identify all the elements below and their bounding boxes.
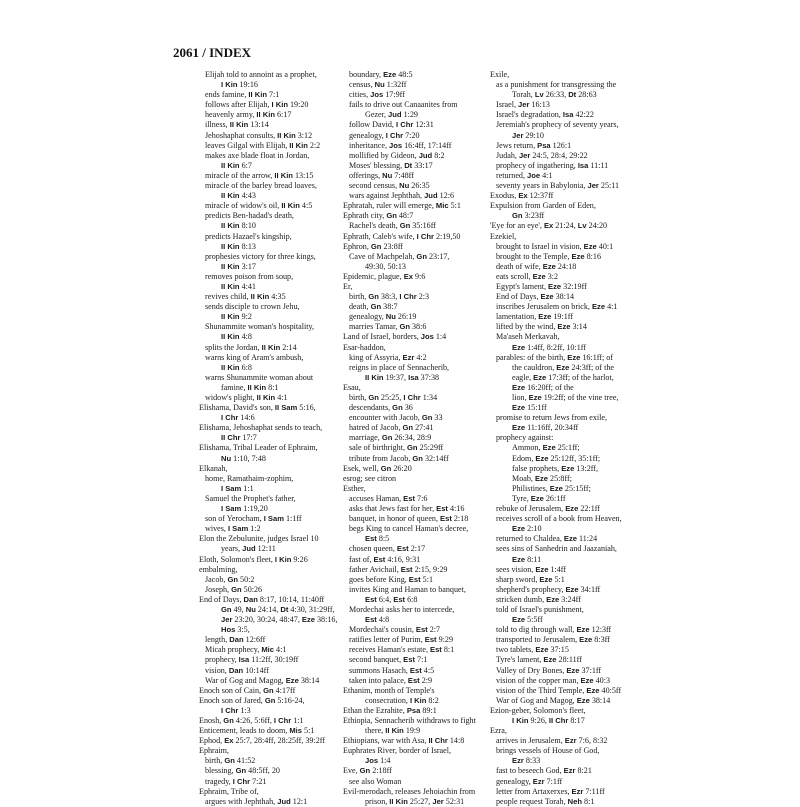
index-continuation-line: II Kin 8:10 [221,221,256,231]
index-subentry: returned to Chaldea, Eze 11:24 [496,534,598,544]
index-continuation-line: eagle, Eze 17:3ff; of the harlot, [512,372,614,382]
index-subentry: warns king of Aram's ambush, [205,352,304,362]
index-main-entry: Esek, well, Gn 26:20 [343,463,412,473]
index-subentry: argues with Jephthah, Jud 12:1 [205,796,308,806]
index-continuation-line: Moab, Eze 25:8ff; [512,473,572,483]
index-main-entry: Ethiopia, Sennacherib withdraws to fight [343,716,476,725]
index-main-entry: Ethan the Ezrahite, Psa 89:1 [343,705,437,715]
index-subentry: banquet, in honor of queen, Est 2:18 [349,514,469,524]
index-subentry: genealogy, Nu 26:19 [349,312,417,322]
index-subentry: summons Hasach, Est 4:5 [349,665,435,675]
index-continuation-line: lion, Eze 19:2ff; of the vine tree, [512,393,619,402]
index-subentry: Joseph, Gn 50:26 [205,584,263,594]
index-subentry: sees vision, Eze 1:4ff [496,564,567,574]
index-subentry: warns Shunammite woman about [205,372,314,382]
index-continuation-line: Eze 5:5ff [512,615,543,625]
index-subentry: told of Israel's punishment, [496,604,584,614]
index-continuation-line: Gezer, Jud 1:29 [365,110,418,120]
index-subentry: prophesies victory for three kings, [205,251,316,261]
index-continuation-line: Eze 15:1ff [512,403,547,413]
index-subentry: mollified by Gideon, Jud 8:2 [349,150,445,160]
index-subentry: lifted by the wind, Eze 3:14 [496,322,587,332]
index-subentry: marriage, Gn 26:34, 28:9 [349,433,432,443]
index-subentry: brings vessels of House of God, [496,746,600,756]
index-main-entry: Ephrath city, Gn 48:7 [343,211,414,221]
index-subentry: promise to return Jews from exile, [496,413,608,423]
index-subentry: as a punishment for transgressing the [496,80,617,90]
index-subentry: Elijah told to annoint as a prophet, [205,70,317,79]
index-continuation-line: consecration, I Kin 8:2 [365,695,439,705]
index-subentry: encounter with Jacob, Gn 33 [349,413,443,423]
index-main-entry: Enoch son of Jared, Gn 5:16-24, [199,695,305,705]
index-subentry: tribute from Jacob, Gn 32:14ff [349,453,449,463]
index-subentry: Jehoshaphat consults, II Kin 3:12 [205,130,313,140]
index-subentry: Tyre's lament, Eze 28:11ff [496,655,582,665]
index-main-entry: Enoch son of Cain, Gn 4:17ff [199,685,296,695]
index-main-entry: Esther, [343,483,366,493]
index-subentry: sends disciple to crown Jehu, [205,302,300,312]
index-main-entry: Elishama, David's son, II Sam 5:16, [199,403,316,413]
index-subentry: begs King to cancel Haman's decree, [349,524,469,534]
index-continuation-line: II Kin 6:7 [221,160,252,170]
index-continuation-line: II Kin 19:37, Isa 37:38 [365,372,440,382]
index-continuation-line: years, Jud 12:11 [221,544,276,554]
index-main-entry: Elishama, Tribal Leader of Ephraim, [199,443,318,453]
index-subentry: census, Nu 1:32ff [349,80,407,90]
index-main-entry: Evil-merodach, releases Jehoiachin from [343,786,476,796]
index-subentry: prophecy against: [496,433,554,443]
index-subentry: sees sins of Sanhedrin and Jaazaniah, [496,544,617,554]
index-subentry: miracle of the arrow, II Kin 13:15 [205,170,314,180]
index-continuation-line: I Kin 9:26, II Chr 8:17 [512,716,585,725]
page-header [173,45,251,61]
header-separator: / [202,45,206,60]
index-main-entry: Esau, [343,382,361,392]
index-main-entry: Elon the Zebulunite, judges Israel 10 [199,534,319,544]
index-subentry: prophecy of ingathering, Isa 11:11 [496,160,609,170]
index-continuation-line: Gn 49, Nu 24:14, Dt 4:30, 31:29ff, [221,604,335,614]
index-subentry: miracle of the barley bread loaves, [205,181,317,191]
index-subentry: home, Ramathaim-zophim, [205,473,294,483]
index-continuation-line: I Chr 14:6 [221,413,255,423]
index-subentry: vision of the Third Temple, Eze 40:5ff [496,685,622,695]
index-main-entry: Esar-haddon, [343,342,386,352]
index-continuation-line: I Sam 1:1 [221,483,254,493]
index-subentry: prophecy, Isa 11:2ff, 30:19ff [205,655,299,665]
index-subentry: Valley of Dry Bones, Eze 37:1ff [496,665,602,675]
index-subentry: death, Gn 38:7 [349,302,398,312]
index-subentry: ends famine, II Kin 7:1 [205,90,280,100]
index-subentry: birth, Gn 25:25, I Chr 1:34 [349,393,438,402]
index-subentry: letter from Artaxerxes, Ezr 7:11ff [496,786,605,796]
index-subentry: transported to Jerusalem, Eze 8:3ff [496,635,610,645]
index-main-entry: Ephratah, ruler will emerge, Mic 5:1 [343,201,461,211]
header-title: INDEX [209,45,252,60]
index-subentry: asks that Jews fast for her, Est 4:16 [349,504,465,514]
index-continuation-line: prison, II Kin 25:27, Jer 52:31 [365,796,465,806]
index-subentry: makes axe blade float in Jordan, [205,150,310,160]
index-column-3 [490,70,666,807]
index-continuation-line: there, II Kin 19:9 [365,726,421,736]
index-subentry: eats scroll, Eze 3:2 [496,271,559,281]
index-main-entry: Elishama, Jehoshaphat sends to teach, [199,423,323,433]
index-subentry: descendants, Gn 36 [349,403,413,413]
index-subentry: second census, Nu 26:35 [349,181,430,191]
index-subentry: Micah prophecy, Mic 4:1 [205,645,287,655]
index-subentry: Shunammite woman's hospitality, [205,322,315,332]
index-subentry: lamentation, Eze 19:1ff [496,312,574,322]
index-subentry: chosen queen, Est 2:17 [349,544,426,554]
index-subentry: removes poison from soup, [205,271,294,281]
index-subentry: see also Woman [349,776,402,786]
index-subentry: birth, Gn 41:52 [205,756,256,766]
index-subentry: vision, Dan 10:14ff [205,665,269,675]
index-subentry: predicts Hazael's kingship, [205,231,292,241]
index-continuation-line: II Kin 8:13 [221,241,256,251]
index-main-entry: Ethiopians, war with Asa, II Chr 14:8 [343,736,465,746]
index-subentry: offerings, Nu 7:48ff [349,170,414,180]
index-subentry: Jacob, Gn 50:2 [205,574,255,584]
index-subentry: second banquet, Est 7:1 [349,655,428,665]
index-subentry: genealogy, I Chr 7:20 [349,130,420,140]
index-continuation-line: Jos 1:4 [365,756,391,766]
index-main-entry: Ephraim, [199,746,229,756]
index-main-entry: Exile, [490,70,510,79]
index-subentry: stricken dumb, Eze 3:24ff [496,594,581,604]
index-main-entry: Eloth, Solomon's fleet, I Kin 9:26 [199,554,308,564]
index-subentry: Samuel the Prophet's father, [205,493,296,503]
index-continuation-line: II Kin 4:8 [221,332,252,342]
index-subentry: reigns in place of Sennacherib, [349,362,450,372]
index-subentry: two tablets, Eze 37:15 [496,645,569,655]
index-subentry: Mordechai's cousin, Est 2:7 [349,625,441,635]
index-continuation-line: Eze 11:16ff, 20:34ff [512,423,579,433]
index-main-entry: Ezra, [490,726,507,736]
index-subentry: splits the Jordan, II Kin 2:14 [205,342,297,352]
index-continuation-line: Est 4:8 [365,615,390,625]
index-main-entry: Expulsion from Garden of Eden, [490,201,596,211]
index-subentry: accuses Haman, Est 7:6 [349,493,428,503]
index-continuation-line: Eze 8:11 [512,554,542,564]
index-subentry: sharp sword, Eze 5:1 [496,574,565,584]
index-subentry: returned, Joe 4:1 [496,170,553,180]
index-subentry: Rachel's death, Gn 35:16ff [349,221,436,231]
index-subentry: parables: of the birth, Eze 16:1ff; of [496,352,614,362]
index-continuation-line: Eze 1:4ff, 8:2ff, 10:1ff [512,342,587,352]
index-continuation-line: Est 8:5 [365,534,390,544]
index-subentry: wives, I Sam 1:2 [205,524,261,534]
index-subentry: vision of the copper man, Eze 40:3 [496,675,611,685]
index-continuation-line: Philistines, Eze 25:15ff; [512,483,591,493]
index-subentry: arrives in Jerusalem, Ezr 7:6, 8:32 [496,736,608,746]
index-main-entry: 'Eye for an eye', Ex 21:24, Lv 24:20 [490,221,608,231]
index-continuation-line: 49:30, 50:13 [365,261,406,271]
index-subentry: king of Assyria, Ezr 4:2 [349,352,427,362]
index-subentry: taken into palace, Est 2:9 [349,675,433,685]
index-continuation-line: Edom, Eze 25:12ff, 35:1ff; [512,453,601,463]
index-subentry: birth, Gn 38:3, I Chr 2:3 [349,292,430,302]
index-continuation-line: Eze 16:20ff; of the [512,382,574,392]
index-main-entry: Exodus, Ex 12:37ff [490,191,554,201]
index-subentry: inheritance, Jos 16:4ff, 17:14ff [349,140,452,150]
index-subentry: marries Tamar, Gn 38:6 [349,322,427,332]
index-subentry: Jews return, Psa 126:1 [496,140,572,150]
index-subentry: leaves Gilgal with Elijah, II Kin 2:2 [205,140,321,150]
index-subentry: inscribes Jerusalem on brick, Eze 4:1 [496,302,618,312]
index-main-entry: Ephron, Gn 23:8ff [343,241,404,251]
index-continuation-line: Gn 3:23ff [512,211,545,221]
index-subentry: told to dig through wall, Eze 12:3ff [496,625,612,635]
index-subentry: revives child, II Kin 4:35 [205,292,286,302]
index-continuation-line: II Kin 3:17 [221,261,256,271]
index-main-entry: Elkanah, [199,463,228,473]
index-continuation-line: Ammon, Eze 25:1ff; [512,443,580,453]
index-continuation-line: Est 6:4, Est 6:8 [365,594,418,604]
index-main-entry: Er, [343,281,353,291]
index-subentry: seventy years in Babylonia, Jer 25:11 [496,181,620,191]
index-continuation-line: false prophets, Eze 13:2ff, [512,463,599,473]
index-subentry: illness, II Kin 13:14 [205,120,269,130]
index-continuation-line: II Kin 6:8 [221,362,252,372]
index-subentry: cities, Jos 17:9ff [349,90,405,100]
index-main-entry: Ephraim, Tribe of, [199,786,259,796]
index-main-entry: embalming, [199,564,238,574]
index-subentry: Israel's degradation, Isa 42:22 [496,110,594,120]
index-main-entry: Enosh, Gn 4:26, 5:6ff, I Chr 1:1 [199,716,304,725]
index-subentry: Jeremiah's prophecy of seventy years, [496,120,619,130]
index-subentry: receives scroll of a book from Heaven, [496,514,622,524]
index-continuation-line: Jer 23:20, 30:24, 48:47, Eze 38:16, [221,615,338,625]
index-main-entry: Ezekiel, [490,231,517,241]
index-continuation-line: Hos 3:5, [221,625,250,635]
index-subentry: predicts Ben-hadad's death, [205,211,294,221]
index-continuation-line: I Sam 1:19,20 [221,504,268,514]
index-subentry: Moses' blessing, Dt 33:17 [349,160,433,170]
index-main-entry: Enticement, leads to doom, Mis 5:1 [199,726,315,736]
index-main-entry: Eve, Gn 2:18ff [343,766,392,776]
index-continuation-line: I Chr 1:3 [221,705,251,715]
index-main-entry: Euphrates River, border of Israel, [343,746,452,756]
index-subentry: Mordechai asks her to intercede, [349,604,455,614]
index-subentry: ratifies letter of Purim, Est 9:29 [349,635,453,645]
index-continuation-line: Nu 1:10, 7:48 [221,453,266,463]
index-continuation-line: II Kin 4:41 [221,281,256,291]
index-subentry: hatred of Jacob, Gn 27:41 [349,423,434,433]
index-continuation-line: I Kin 19:16 [221,80,258,90]
index-subentry: blessing, Gn 48:5ff, 20 [205,766,280,776]
index-subentry: length, Dan 12:6ff [205,635,266,645]
index-subentry: fast to beseech God, Ezr 8:21 [496,766,592,776]
index-continuation-line: famine, II Kin 8:1 [221,382,279,392]
index-subentry: people request Torah, Neh 8:1 [496,796,595,806]
index-continuation-line: the cauldron, Eze 24:3ff; of the [512,362,614,372]
index-subentry: boundary, Eze 48:5 [349,70,413,79]
index-subentry: miracle of widow's oil, II Kin 4:5 [205,201,313,211]
index-main-entry: Land of Israel, borders, Jos 1:4 [343,332,447,342]
index-subentry: brought to the Temple, Eze 8:16 [496,251,602,261]
index-subentry: brought to Israel in vision, Eze 40:1 [496,241,614,251]
index-continuation-line: Tyre, Eze 26:1ff [512,493,566,503]
index-main-entry: Ephod, Ex 25:7, 28:4ff, 28:25ff, 39:2ff [199,736,325,746]
index-main-entry: Epidemic, plague, Ex 9:6 [343,271,426,281]
index-main-entry: End of Days, Dan 8:17, 10:14, 11:40ff [199,594,325,604]
index-subentry: fails to drive out Canaanites from [349,100,458,110]
index-subentry: Israel, Jer 16:13 [496,100,550,110]
index-continuation-line: Ezr 8:33 [512,756,541,766]
index-subentry: follows after Elijah, I Kin 19:20 [205,100,309,110]
index-subentry: tragedy, I Chr 7:21 [205,776,267,786]
index-subentry: son of Yerocham, I Sam 1:1ff [205,514,302,524]
index-subentry: fast of, Est 4:16, 9:31 [349,554,421,564]
index-continuation-line: II Kin 4:43 [221,191,256,201]
index-subentry: father Avichail, Est 2:15, 9:29 [349,564,448,574]
index-main-entry: Ephrath, Caleb's wife, I Chr 2:19,50 [343,231,461,241]
index-subentry: sale of birthright, Gn 25:29ff [349,443,444,453]
index-subentry: War of Gog and Magog, Eze 38:14 [205,675,320,685]
index-subentry: heavenly army, II Kin 6:17 [205,110,292,120]
index-subentry: genealogy, Ezr 7:1ff [496,776,563,786]
index-subentry: War of Gog and Magog, Eze 38:14 [496,695,611,705]
index-subentry: Judah, Jer 24:5, 28:4, 29:22 [496,150,588,160]
index-main-entry: Ezion-geber, Solomon's fleet, [490,705,586,715]
index-subentry: wars against Jephthah, Jud 12:6 [349,191,455,201]
index-continuation-line: Jer 29:10 [512,130,544,140]
index-continuation-line: Eze 2:10 [512,524,542,534]
index-continuation-line: Torah, Lv 26:33, Dt 28:63 [512,90,597,100]
index-continuation-line: II Kin 9:2 [221,312,252,322]
index-subentry: shepherd's prophecy, Eze 34:1ff [496,584,601,594]
index-main-entry: Ethanim, month of Temple's [343,685,435,695]
index-subentry: Ma'aseh Merkavah, [496,332,560,342]
index-subentry: Cave of Machpelah, Gn 23:17, [349,251,450,261]
index-subentry: End of Days, Eze 38:14 [496,292,575,302]
index-subentry: death of wife, Eze 24:18 [496,261,577,271]
page-number: 2061 [173,45,199,60]
index-continuation-line: II Chr 17:7 [221,433,257,443]
index-subentry: Egypt's lament, Eze 32:19ff [496,281,587,291]
index-main-entry: esrog; see citron [343,473,397,483]
index-subentry: goes before King, Est 5:1 [349,574,433,584]
index-subentry: rebuke of Jerusalem, Eze 22:1ff [496,504,600,514]
index-subentry: receives Haman's estate, Est 8:1 [349,645,455,655]
index-subentry: invites King and Haman to banquet, [349,584,466,594]
index-subentry: follow David, I Chr 12:31 [349,120,434,130]
index-subentry: widow's plight, II Kin 4:1 [205,393,288,402]
